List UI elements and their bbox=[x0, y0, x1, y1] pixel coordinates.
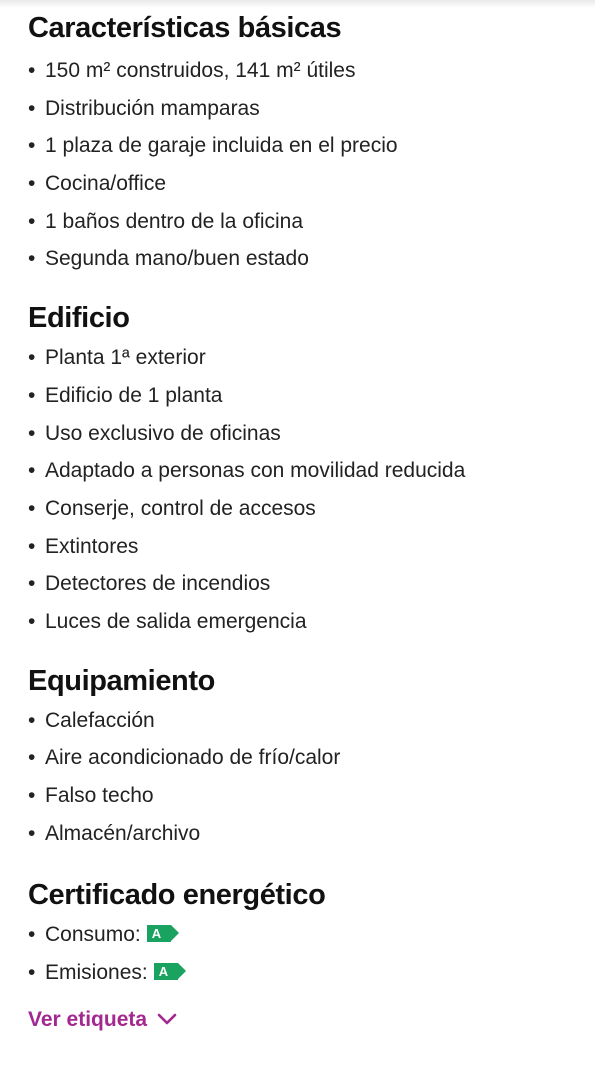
bullet-icon: • bbox=[28, 247, 36, 271]
list-item: • Calefacción bbox=[28, 702, 588, 740]
energy-list bbox=[28, 916, 588, 991]
list-item: • Cocina/office bbox=[28, 165, 588, 203]
list-item: • Planta 1ª exterior bbox=[28, 339, 588, 377]
bullet-icon: • bbox=[28, 209, 36, 233]
bullet-icon: • bbox=[28, 821, 36, 845]
equipment-features-list bbox=[28, 702, 588, 853]
bullet-icon: • bbox=[28, 421, 36, 445]
list-item: • Luces de salida emergencia bbox=[28, 603, 588, 641]
list-item: • 1 baños dentro de la oficina bbox=[28, 203, 588, 241]
bullet-icon: • bbox=[28, 496, 36, 520]
bullet-icon: • bbox=[28, 784, 36, 807]
list-item: • Uso exclusivo de oficinas bbox=[28, 415, 588, 453]
list-item: • Distribución mamparas bbox=[28, 90, 588, 128]
list-item: • Adaptado a personas con movilidad reducida bbox=[28, 452, 588, 490]
energy-rating-badge-emisiones: A bbox=[154, 963, 178, 980]
bullet-icon: • bbox=[28, 534, 36, 558]
bullet-icon: • bbox=[28, 746, 36, 770]
bullet-icon: • bbox=[28, 172, 36, 196]
section-title-equipment: Equipamiento bbox=[28, 664, 215, 697]
building-features-list bbox=[28, 339, 588, 641]
emisiones-row bbox=[28, 954, 588, 992]
list-item: • Conserje, control de accesos bbox=[28, 490, 588, 528]
bullet-icon: • bbox=[28, 383, 36, 407]
consumo-label: Consumo: bbox=[45, 923, 141, 947]
bullet-icon: • bbox=[28, 346, 36, 370]
list-item: • Extintores bbox=[28, 528, 588, 566]
ver-etiqueta-label: Ver etiqueta bbox=[28, 1007, 148, 1031]
section-title-building: Edificio bbox=[28, 302, 130, 335]
bullet-icon: • bbox=[28, 609, 36, 633]
chevron-down-icon bbox=[157, 1007, 177, 1031]
list-item: • Edificio de 1 planta bbox=[28, 377, 588, 415]
consumo-row bbox=[28, 916, 588, 954]
list-item: • Detectores de incendios bbox=[28, 565, 588, 603]
section-title-energy-certificate: Certificado energético bbox=[28, 879, 326, 912]
bullet-icon: • bbox=[28, 708, 36, 732]
bullet-icon: • bbox=[28, 923, 36, 947]
top-edge-shadow bbox=[0, 0, 595, 8]
list-item: • Aire acondicionado de frío/calor bbox=[28, 739, 588, 777]
list-item: • Segunda mano/buen estado bbox=[28, 240, 588, 278]
list-item: • 1 plaza de garaje incluida en el precio bbox=[28, 127, 588, 165]
bullet-icon: • bbox=[28, 59, 36, 82]
energy-rating-badge-consumo: A bbox=[147, 925, 171, 942]
list-item: • 150 m² construidos, 141 m² útiles bbox=[28, 52, 588, 90]
bullet-icon: • bbox=[28, 459, 36, 483]
bullet-icon: • bbox=[28, 134, 36, 158]
list-item: • Almacén/archivo bbox=[28, 815, 588, 853]
emisiones-label: Emisiones: bbox=[45, 961, 148, 985]
bullet-icon: • bbox=[28, 572, 36, 596]
bullet-icon: • bbox=[28, 96, 36, 120]
ver-etiqueta-link[interactable] bbox=[28, 1008, 177, 1032]
basic-features-list bbox=[28, 52, 588, 278]
list-item: • Falso techo bbox=[28, 777, 588, 815]
section-title-basic: Características básicas bbox=[28, 12, 342, 44]
bullet-icon: • bbox=[28, 961, 36, 985]
property-features bbox=[28, 10, 588, 1032]
